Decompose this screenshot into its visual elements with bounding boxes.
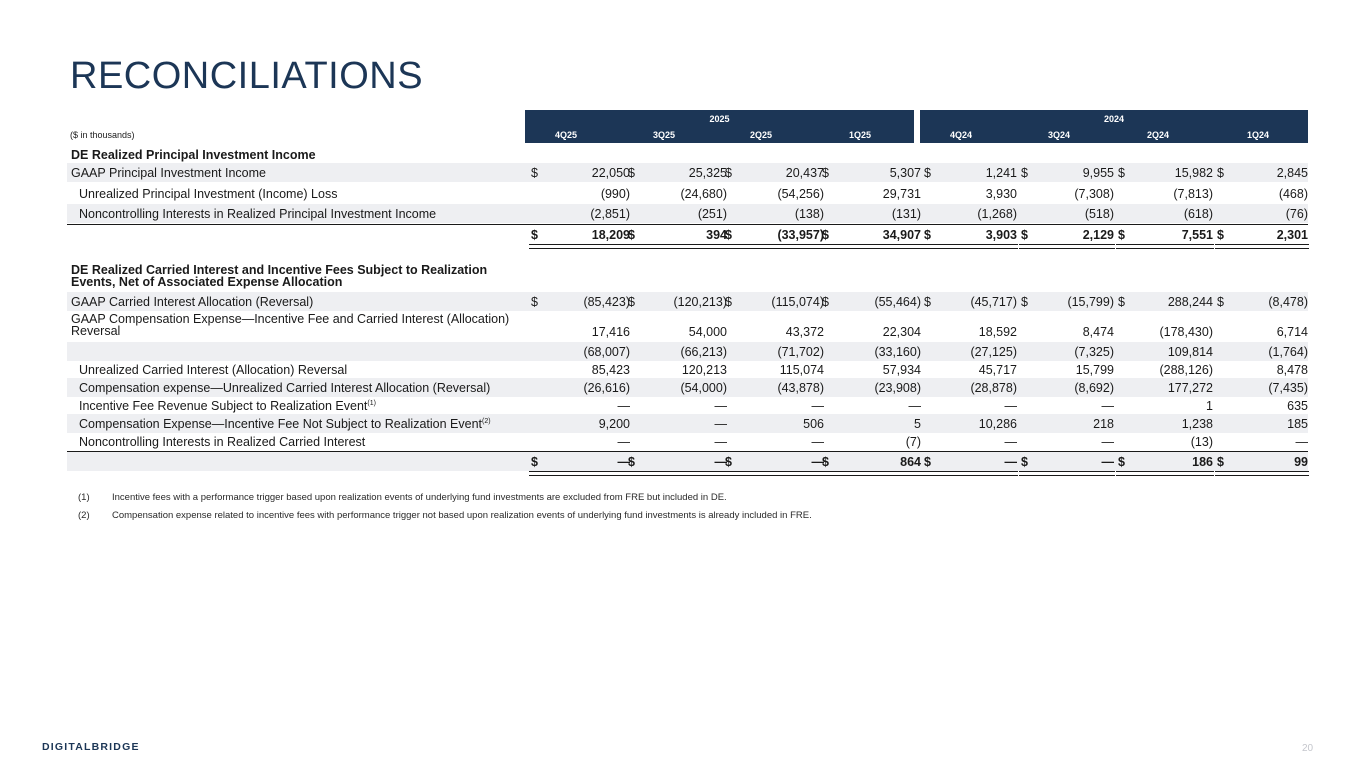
value-cell: 45,717 [978,363,1017,377]
value-cell: (15,799) [1067,295,1114,309]
table-row [67,414,1308,433]
value-cell: (28,878) [970,381,1017,395]
value-cell: (27,125) [970,345,1017,359]
currency-symbol: $ [924,455,931,469]
currency-symbol: $ [628,295,635,309]
quarter-label: 1Q25 [848,130,872,140]
value-cell: 25,325 [688,166,727,180]
value-cell: 29,731 [882,187,921,201]
value-cell: (131) [891,207,921,221]
section-title: DE Realized Carried Interest and Incentive Fees Subject to Realization Events, Net of Associated Expense Allocation [71,263,488,289]
currency-symbol: $ [1217,455,1224,469]
value-cell: — [714,435,727,449]
double-underline [1116,471,1214,476]
section-title: DE Realized Principal Investment Income [71,148,316,162]
value-cell: 185 [1287,417,1308,431]
value-cell: (54,000) [680,381,727,395]
row-label: Incentive Fee Revenue Subject to Realization Event$^{(1)}$ [79,399,376,413]
double-underline [820,471,922,476]
value-cell: (7,325) [1074,345,1114,359]
value-cell: 506 [803,417,824,431]
currency-symbol: $ [628,166,635,180]
row-label: Unrealized Carried Interest (Allocation) Reversal [79,363,348,377]
value-cell: (24,680) [680,187,727,201]
value-cell: 18,209 [591,228,630,242]
value-cell: (85,423) [583,295,630,309]
value-cell: — [617,455,630,469]
currency-symbol: $ [1217,295,1224,309]
value-cell: (43,878) [777,381,824,395]
company-logo: DIGITALBRIDGE [42,741,140,753]
year-header-2025: 2025 [525,110,914,127]
value-cell: 120,213 [681,363,727,377]
value-cell: 177,272 [1167,381,1213,395]
currency-symbol: $ [725,166,732,180]
value-cell: 8,478 [1276,363,1308,377]
value-cell: 20,437 [785,166,824,180]
value-cell: 3,930 [985,187,1017,201]
value-cell: — [1004,399,1017,413]
row-label: Compensation Expense—Incentive Fee Not Subject to Realization Event$^{(2)}$ [79,417,491,431]
row-label: GAAP Principal Investment Income [71,166,266,180]
value-cell: 5 [914,417,921,431]
value-cell: 2,845 [1276,166,1308,180]
double-underline [1215,471,1309,476]
value-cell: 186 [1192,455,1213,469]
double-underline [723,471,825,476]
value-cell: (8,478) [1268,295,1308,309]
total-row [67,451,1308,471]
value-cell: 54,000 [688,325,727,339]
value-cell: 218 [1093,417,1114,431]
value-cell: (7,435) [1268,381,1308,395]
currency-symbol: $ [1118,166,1125,180]
quarter-label: 4Q24 [949,130,973,140]
value-cell: (518) [1084,207,1114,221]
value-cell: 8,474 [1082,325,1114,339]
quarter-label: 2Q25 [749,130,773,140]
table-row [67,360,1308,379]
value-cell: — [908,399,921,413]
table-row [67,432,1308,451]
row-label: Compensation expense—Unrealized Carried Interest Allocation (Reversal) [79,381,491,395]
double-underline [529,471,631,476]
value-cell: (1,268) [977,207,1017,221]
value-cell: 57,934 [882,363,921,377]
currency-symbol: $ [531,295,538,309]
quarter-header-2025 [525,127,914,143]
value-cell: 99 [1294,455,1308,469]
table-row [67,396,1308,415]
value-cell: (251) [697,207,727,221]
value-cell: (76) [1285,207,1308,221]
value-cell: 1 [1206,399,1213,413]
value-cell: — [1101,399,1114,413]
currency-symbol: $ [1021,228,1028,242]
value-cell: (1,764) [1268,345,1308,359]
value-cell: — [1101,435,1114,449]
quarter-label: 3Q24 [1047,130,1071,140]
currency-symbol: $ [822,295,829,309]
value-cell: 18,592 [978,325,1017,339]
value-cell: 635 [1287,399,1308,413]
value-cell: 17,416 [591,325,630,339]
currency-symbol: $ [924,228,931,242]
row-label: GAAP Carried Interest Allocation (Reversal) [71,295,314,309]
section-header [67,262,1308,292]
value-cell: — [811,399,824,413]
value-cell: (120,213) [673,295,727,309]
value-cell: 7,551 [1181,228,1213,242]
section-header [67,145,1308,164]
currency-symbol: $ [725,228,732,242]
currency-symbol: $ [1021,295,1028,309]
currency-symbol: $ [1217,166,1224,180]
value-cell: — [811,435,824,449]
currency-symbol: $ [725,295,732,309]
double-underline [1215,244,1309,249]
double-underline [529,244,631,249]
value-cell: 34,907 [882,228,921,242]
value-cell: (8,692) [1074,381,1114,395]
currency-symbol: $ [1217,228,1224,242]
value-cell: (7) [905,435,921,449]
value-cell: — [1004,435,1017,449]
footnote-text: Incentive fees with a performance trigger based upon realization events of underlying fund investments are excluded from FRE but included in DE. [112,492,727,503]
currency-symbol: $ [531,228,538,242]
value-cell: (71,702) [777,345,824,359]
page-title: RECONCILIATIONS [70,55,424,97]
quarter-label: 2Q24 [1146,130,1170,140]
value-cell: (55,464) [874,295,921,309]
units-note: ($ in thousands) [70,130,135,140]
value-cell: 3,903 [985,228,1017,242]
footnote-ref: (1) [367,399,376,407]
quarter-label: 3Q25 [652,130,676,140]
row-label: Unrealized Principal Investment (Income) Loss [79,187,338,201]
double-underline [1019,471,1115,476]
double-underline [1116,244,1214,249]
value-cell: — [714,399,727,413]
value-cell: 6,714 [1276,325,1308,339]
currency-symbol: $ [1021,166,1028,180]
footnote-text: Compensation expense related to incentive fees with performance trigger not based upon realization events of underlying fund investments is already included in FRE. [112,510,812,521]
value-cell: 394 [706,228,727,242]
footnote [78,492,727,503]
value-cell: (23,908) [874,381,921,395]
value-cell: — [714,417,727,431]
value-cell: (45,717) [970,295,1017,309]
table-row [67,311,1308,341]
row-label: Noncontrolling Interests in Realized Carried Interest [79,435,366,449]
double-underline [626,244,728,249]
value-cell: 5,307 [889,166,921,180]
value-cell: (66,213) [680,345,727,359]
footnote [78,510,812,521]
value-cell: (33,160) [874,345,921,359]
value-cell: 10,286 [978,417,1017,431]
table-row [67,163,1308,182]
value-cell: (288,126) [1159,363,1213,377]
subtotal-row [67,342,1308,361]
row-label: GAAP Compensation Expense—Incentive Fee and Carried Interest (Allocation) Reversal [71,312,510,338]
double-underline [1019,244,1115,249]
double-underline [922,471,1018,476]
value-cell: (13) [1190,435,1213,449]
currency-symbol: $ [1118,295,1125,309]
page-number: 20 [1302,743,1314,754]
currency-symbol: $ [822,166,829,180]
currency-symbol: $ [822,455,829,469]
value-cell: (7,813) [1173,187,1213,201]
value-cell: — [1004,455,1017,469]
value-cell: — [1295,435,1308,449]
value-cell: 288,244 [1167,295,1213,309]
quarter-header-2024 [920,127,1308,143]
currency-symbol: $ [628,455,635,469]
value-cell: 1,238 [1181,417,1213,431]
value-cell: — [811,455,824,469]
value-cell: (7,308) [1074,187,1114,201]
currency-symbol: $ [725,455,732,469]
value-cell: 22,050 [591,166,630,180]
row-label: Noncontrolling Interests in Realized Principal Investment Income [79,207,437,221]
value-cell: 15,799 [1075,363,1114,377]
value-cell: 2,129 [1082,228,1114,242]
value-cell: — [617,435,630,449]
table-row [67,378,1308,397]
currency-symbol: $ [822,228,829,242]
currency-symbol: $ [1118,228,1125,242]
footnote-number: (1) [78,492,90,503]
value-cell: 109,814 [1167,345,1213,359]
value-cell: 115,074 [779,363,824,377]
currency-symbol: $ [1021,455,1028,469]
footnote-number: (2) [78,510,90,521]
table-row [67,184,1308,203]
value-cell: (68,007) [583,345,630,359]
value-cell: (2,851) [590,207,630,221]
value-cell: (990) [600,187,630,201]
value-cell: (33,957) [777,228,824,242]
value-cell: 9,200 [598,417,630,431]
double-underline [922,244,1018,249]
double-underline [626,471,728,476]
quarter-label: 1Q24 [1246,130,1270,140]
value-cell: 85,423 [591,363,630,377]
value-cell: 1,241 [985,166,1017,180]
double-underline [820,244,922,249]
value-cell: — [1101,455,1114,469]
value-cell: — [617,399,630,413]
value-cell: (178,430) [1159,325,1213,339]
value-cell: 9,955 [1082,166,1114,180]
value-cell: 864 [900,455,921,469]
value-cell: (468) [1278,187,1308,201]
total-row [67,224,1308,244]
value-cell: (54,256) [777,187,824,201]
currency-symbol: $ [924,166,931,180]
currency-symbol: $ [628,228,635,242]
value-cell: (26,616) [583,381,630,395]
footnote-ref: (2) [482,417,491,425]
value-cell: (115,074) [771,295,824,309]
currency-symbol: $ [924,295,931,309]
year-header-2024: 2024 [920,110,1308,127]
value-cell: (138) [794,207,824,221]
table-row [67,292,1308,311]
value-cell: 15,982 [1174,166,1213,180]
quarter-label: 4Q25 [554,130,578,140]
value-cell: 43,372 [785,325,824,339]
double-underline [723,244,825,249]
value-cell: — [714,455,727,469]
value-cell: 22,304 [882,325,921,339]
value-cell: (618) [1183,207,1213,221]
currency-symbol: $ [531,166,538,180]
currency-symbol: $ [531,455,538,469]
value-cell: 2,301 [1276,228,1308,242]
table-row [67,204,1308,223]
currency-symbol: $ [1118,455,1125,469]
